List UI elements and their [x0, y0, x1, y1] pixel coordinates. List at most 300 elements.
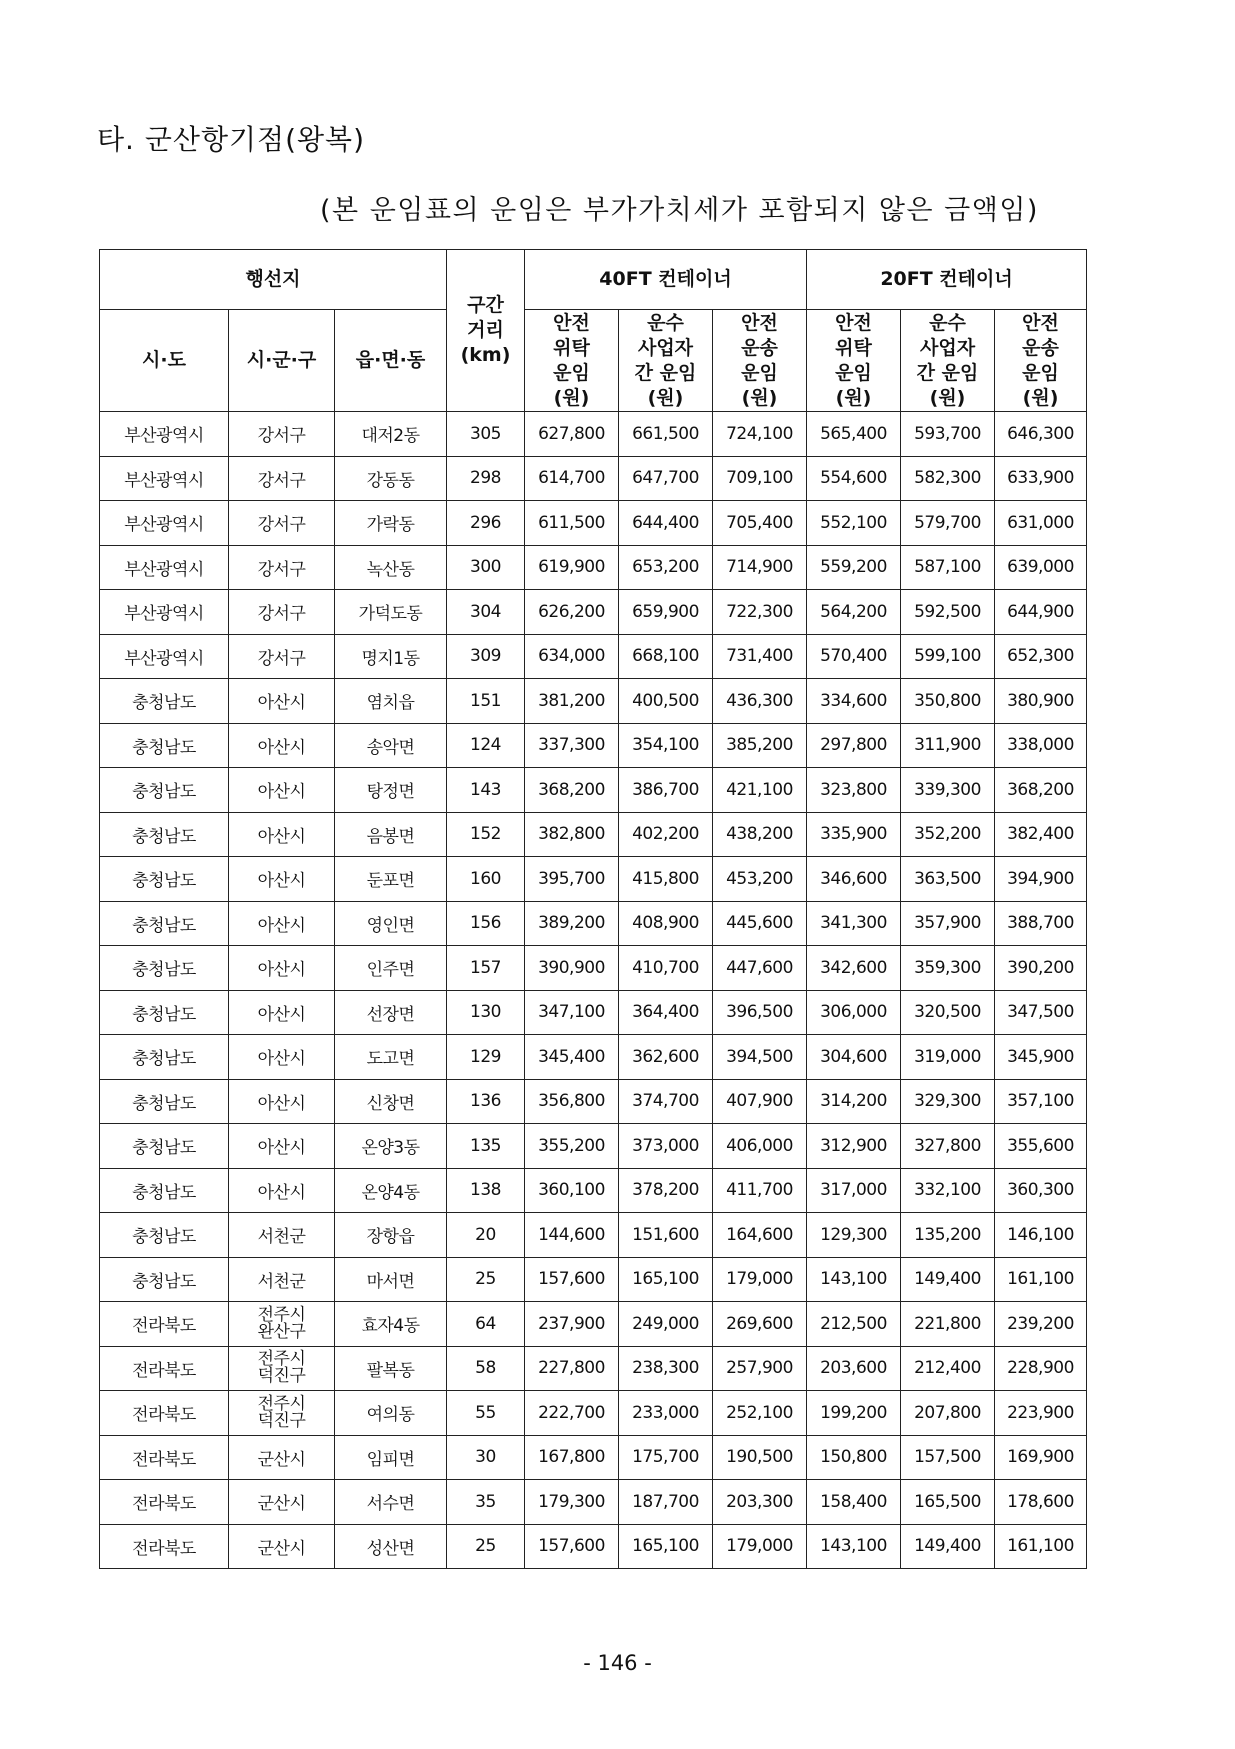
rate-40ft-safe-transport-cell: 445,600 — [713, 901, 807, 946]
distance-cell: 129 — [447, 1035, 525, 1080]
rate-20ft-safe-transport-cell: 355,600 — [995, 1124, 1087, 1169]
rate-20ft-safe-consign-cell: 203,600 — [807, 1346, 901, 1391]
rate-20ft-carrier-cell: 327,800 — [901, 1124, 995, 1169]
rate-40ft-safe-consign-cell: 395,700 — [525, 857, 619, 902]
sigungu-line: 완산구 — [257, 1321, 306, 1342]
rate-20ft-safe-consign-cell: 559,200 — [807, 545, 901, 590]
header-line: 운임 — [835, 361, 872, 384]
sido-cell: 충청남도 — [100, 1168, 229, 1213]
header-row-1 — [100, 250, 1087, 310]
rate-40ft-safe-transport-cell: 257,900 — [713, 1346, 807, 1391]
eupmyeondong-cell: 가덕도동 — [335, 590, 447, 635]
header-line: 간 운임 — [916, 361, 979, 384]
distance-cell: 130 — [447, 990, 525, 1035]
rate-20ft-carrier-cell: 320,500 — [901, 990, 995, 1035]
rate-40ft-safe-transport-cell: 421,100 — [713, 768, 807, 813]
rate-20ft-safe-transport-cell: 390,200 — [995, 946, 1087, 991]
rate-20ft-carrier-cell: 157,500 — [901, 1435, 995, 1480]
rate-20ft-safe-consign-cell: 564,200 — [807, 590, 901, 635]
rate-40ft-carrier-cell: 165,100 — [619, 1257, 713, 1302]
rate-20ft-safe-consign-cell: 342,600 — [807, 946, 901, 991]
rate-20ft-safe-consign-cell: 552,100 — [807, 501, 901, 546]
carrier-rate-header-20ft — [901, 310, 995, 412]
rate-40ft-carrier-cell: 644,400 — [619, 501, 713, 546]
rate-40ft-safe-transport-cell: 722,300 — [713, 590, 807, 635]
eupmyeondong-cell: 가락동 — [335, 501, 447, 546]
table-row — [100, 768, 1087, 813]
rate-20ft-carrier-cell: 149,400 — [901, 1257, 995, 1302]
rate-40ft-safe-transport-cell: 269,600 — [713, 1302, 807, 1347]
rate-40ft-safe-consign-cell: 157,600 — [525, 1524, 619, 1569]
header-line: 운임 — [741, 361, 778, 384]
rate-40ft-safe-consign-cell: 634,000 — [525, 634, 619, 679]
sido-cell: 충청남도 — [100, 768, 229, 813]
sido-cell: 충청남도 — [100, 946, 229, 991]
rate-20ft-safe-transport-cell: 644,900 — [995, 590, 1087, 635]
header-line: 운송 — [741, 336, 778, 359]
table-row — [100, 679, 1087, 724]
sigungu-cell: 아산시 — [229, 1035, 335, 1080]
eupmyeondong-cell: 대저2동 — [335, 412, 447, 457]
eupmyeondong-cell: 음봉면 — [335, 812, 447, 857]
header-line: 운임 — [1022, 361, 1059, 384]
distance-cell: 25 — [447, 1257, 525, 1302]
rate-20ft-safe-transport-cell: 388,700 — [995, 901, 1087, 946]
sido-cell: 전라북도 — [100, 1435, 229, 1480]
distance-cell: 25 — [447, 1524, 525, 1569]
rate-20ft-safe-consign-cell: 306,000 — [807, 990, 901, 1035]
rate-40ft-safe-transport-cell: 447,600 — [713, 946, 807, 991]
eupmyeondong-cell: 도고면 — [335, 1035, 447, 1080]
header-line: 안전 — [1022, 311, 1059, 334]
header-line: 안전 — [741, 311, 778, 334]
rate-20ft-safe-consign-cell: 341,300 — [807, 901, 901, 946]
distance-header-line: 구간 — [467, 294, 504, 316]
rate-20ft-carrier-cell: 582,300 — [901, 456, 995, 501]
rate-20ft-safe-transport-cell: 631,000 — [995, 501, 1087, 546]
table-row — [100, 634, 1087, 679]
section-title: 타. 군산항기점(왕복) — [97, 123, 366, 156]
rate-20ft-safe-transport-cell: 639,000 — [995, 545, 1087, 590]
sido-cell: 충청남도 — [100, 901, 229, 946]
distance-cell: 58 — [447, 1346, 525, 1391]
rate-40ft-safe-consign-cell: 227,800 — [525, 1346, 619, 1391]
rate-40ft-safe-transport-cell: 724,100 — [713, 412, 807, 457]
distance-cell: 135 — [447, 1124, 525, 1169]
header-line: 운수 — [647, 311, 684, 334]
eupmyeondong-cell: 여의동 — [335, 1391, 447, 1436]
sido-cell: 충청남도 — [100, 990, 229, 1035]
rate-40ft-carrier-cell: 659,900 — [619, 590, 713, 635]
sigungu-cell: 강서구 — [229, 634, 335, 679]
eupmyeondong-header: 읍·면·동 — [335, 310, 447, 412]
sigungu-cell: 아산시 — [229, 857, 335, 902]
rate-40ft-safe-transport-cell: 731,400 — [713, 634, 807, 679]
page-number: - 146 - — [583, 1651, 652, 1675]
rate-40ft-safe-consign-cell: 337,300 — [525, 723, 619, 768]
eupmyeondong-cell: 영인면 — [335, 901, 447, 946]
rate-20ft-safe-consign-cell: 297,800 — [807, 723, 901, 768]
sigungu-cell: 군산시 — [229, 1480, 335, 1525]
sigungu-cell: 강서구 — [229, 412, 335, 457]
distance-cell: 296 — [447, 501, 525, 546]
rate-20ft-carrier-cell: 221,800 — [901, 1302, 995, 1347]
header-line: 운임 — [553, 361, 590, 384]
header-line: 간 운임 — [634, 361, 697, 384]
rate-40ft-carrier-cell: 175,700 — [619, 1435, 713, 1480]
sigungu-cell: 아산시 — [229, 723, 335, 768]
rate-40ft-carrier-cell: 378,200 — [619, 1168, 713, 1213]
sigungu-line: 전주시 — [257, 1349, 306, 1370]
rate-20ft-safe-consign-cell: 346,600 — [807, 857, 901, 902]
rate-40ft-carrier-cell: 373,000 — [619, 1124, 713, 1169]
sigungu-cell: 아산시 — [229, 812, 335, 857]
sido-cell: 충청남도 — [100, 812, 229, 857]
rate-20ft-safe-transport-cell: 169,900 — [995, 1435, 1087, 1480]
sido-cell: 부산광역시 — [100, 634, 229, 679]
rate-40ft-safe-transport-cell: 438,200 — [713, 812, 807, 857]
rate-40ft-carrier-cell: 647,700 — [619, 456, 713, 501]
eupmyeondong-cell: 온양3동 — [335, 1124, 447, 1169]
sigungu-cell — [229, 1302, 335, 1347]
sigungu-cell: 강서구 — [229, 545, 335, 590]
eupmyeondong-cell: 둔포면 — [335, 857, 447, 902]
rate-40ft-safe-transport-cell: 709,100 — [713, 456, 807, 501]
sigungu-cell: 아산시 — [229, 1079, 335, 1124]
header-line: 위탁 — [835, 336, 872, 359]
vat-note: (본 운임표의 운임은 부가가치세가 포함되지 않은 금액임) — [320, 195, 1039, 226]
sido-cell: 부산광역시 — [100, 590, 229, 635]
distance-cell: 124 — [447, 723, 525, 768]
rate-40ft-safe-consign-cell: 626,200 — [525, 590, 619, 635]
rate-40ft-safe-transport-cell: 164,600 — [713, 1213, 807, 1258]
rate-40ft-safe-transport-cell: 190,500 — [713, 1435, 807, 1480]
rate-40ft-carrier-cell: 661,500 — [619, 412, 713, 457]
distance-header-line: (km) — [460, 344, 511, 366]
rate-20ft-safe-transport-cell: 146,100 — [995, 1213, 1087, 1258]
rate-20ft-carrier-cell: 149,400 — [901, 1524, 995, 1569]
distance-header-line: 거리 — [467, 319, 504, 341]
eupmyeondong-cell: 염치읍 — [335, 679, 447, 724]
header-row-2 — [100, 310, 1087, 412]
sido-cell: 충청남도 — [100, 1035, 229, 1080]
rate-40ft-carrier-cell: 249,000 — [619, 1302, 713, 1347]
rate-40ft-safe-consign-cell: 614,700 — [525, 456, 619, 501]
rate-20ft-carrier-cell: 352,200 — [901, 812, 995, 857]
rate-40ft-safe-transport-cell: 252,100 — [713, 1391, 807, 1436]
distance-cell: 136 — [447, 1079, 525, 1124]
eupmyeondong-cell: 팔복동 — [335, 1346, 447, 1391]
rate-40ft-carrier-cell: 415,800 — [619, 857, 713, 902]
rate-40ft-safe-transport-cell: 436,300 — [713, 679, 807, 724]
sido-cell: 전라북도 — [100, 1346, 229, 1391]
table-row — [100, 1346, 1087, 1391]
rate-20ft-safe-transport-cell: 345,900 — [995, 1035, 1087, 1080]
rate-20ft-safe-consign-cell: 314,200 — [807, 1079, 901, 1124]
safe-transport-rate-header-40ft — [713, 310, 807, 412]
table-row — [100, 1124, 1087, 1169]
rate-40ft-carrier-cell: 402,200 — [619, 812, 713, 857]
sigungu-cell — [229, 1391, 335, 1436]
header-line: 위탁 — [553, 336, 590, 359]
table-row — [100, 1480, 1087, 1525]
table-row — [100, 901, 1087, 946]
rate-40ft-carrier-cell: 668,100 — [619, 634, 713, 679]
rate-40ft-carrier-cell: 165,100 — [619, 1524, 713, 1569]
rate-20ft-safe-consign-cell: 158,400 — [807, 1480, 901, 1525]
table-row — [100, 1213, 1087, 1258]
rate-40ft-safe-consign-cell: 144,600 — [525, 1213, 619, 1258]
rate-40ft-carrier-cell: 187,700 — [619, 1480, 713, 1525]
header-line: 운수 — [929, 311, 966, 334]
rate-20ft-safe-consign-cell: 143,100 — [807, 1524, 901, 1569]
rate-40ft-safe-consign-cell: 356,800 — [525, 1079, 619, 1124]
rate-40ft-safe-transport-cell: 203,300 — [713, 1480, 807, 1525]
rate-40ft-safe-transport-cell: 705,400 — [713, 501, 807, 546]
rate-40ft-safe-consign-cell: 619,900 — [525, 545, 619, 590]
sigungu-cell: 강서구 — [229, 456, 335, 501]
sigungu-cell: 아산시 — [229, 901, 335, 946]
rate-40ft-safe-transport-cell: 179,000 — [713, 1524, 807, 1569]
sido-cell: 부산광역시 — [100, 412, 229, 457]
rate-20ft-safe-consign-cell: 150,800 — [807, 1435, 901, 1480]
eupmyeondong-cell: 온양4동 — [335, 1168, 447, 1213]
eupmyeondong-cell: 명지1동 — [335, 634, 447, 679]
rate-40ft-carrier-cell: 362,600 — [619, 1035, 713, 1080]
rate-20ft-safe-transport-cell: 347,500 — [995, 990, 1087, 1035]
distance-cell: 304 — [447, 590, 525, 635]
rate-40ft-safe-transport-cell: 406,000 — [713, 1124, 807, 1169]
table-row — [100, 1079, 1087, 1124]
container-40ft-header: 40FT 컨테이너 — [525, 250, 807, 310]
rate-20ft-carrier-cell: 311,900 — [901, 723, 995, 768]
rate-20ft-safe-consign-cell: 335,900 — [807, 812, 901, 857]
distance-cell: 138 — [447, 1168, 525, 1213]
rate-20ft-carrier-cell: 329,300 — [901, 1079, 995, 1124]
rate-20ft-safe-consign-cell: 554,600 — [807, 456, 901, 501]
table-row — [100, 1302, 1087, 1347]
header-line: 사업자 — [637, 336, 694, 359]
rate-40ft-safe-consign-cell: 157,600 — [525, 1257, 619, 1302]
carrier-rate-header-40ft — [619, 310, 713, 412]
rate-40ft-safe-transport-cell: 385,200 — [713, 723, 807, 768]
sigungu-cell: 아산시 — [229, 946, 335, 991]
rate-20ft-safe-transport-cell: 368,200 — [995, 768, 1087, 813]
table-row — [100, 545, 1087, 590]
sigungu-cell: 아산시 — [229, 679, 335, 724]
rate-20ft-carrier-cell: 592,500 — [901, 590, 995, 635]
table-row — [100, 456, 1087, 501]
header-line: (원) — [835, 386, 872, 409]
rate-40ft-safe-consign-cell: 611,500 — [525, 501, 619, 546]
table-row — [100, 1257, 1087, 1302]
header-line: (원) — [741, 386, 778, 409]
rate-20ft-safe-transport-cell: 178,600 — [995, 1480, 1087, 1525]
table-row — [100, 723, 1087, 768]
freight-rate-table — [99, 249, 1087, 1569]
eupmyeondong-cell: 탕정면 — [335, 768, 447, 813]
rate-40ft-safe-consign-cell: 382,800 — [525, 812, 619, 857]
distance-cell: 64 — [447, 1302, 525, 1347]
rate-20ft-carrier-cell: 599,100 — [901, 634, 995, 679]
sido-cell: 충청남도 — [100, 1213, 229, 1258]
eupmyeondong-cell: 신창면 — [335, 1079, 447, 1124]
rate-40ft-safe-transport-cell: 396,500 — [713, 990, 807, 1035]
rate-20ft-safe-consign-cell: 317,000 — [807, 1168, 901, 1213]
table-row — [100, 1391, 1087, 1436]
rate-20ft-safe-transport-cell: 380,900 — [995, 679, 1087, 724]
rate-20ft-safe-transport-cell: 357,100 — [995, 1079, 1087, 1124]
rate-20ft-safe-transport-cell: 646,300 — [995, 412, 1087, 457]
rate-20ft-safe-transport-cell: 652,300 — [995, 634, 1087, 679]
rate-20ft-carrier-cell: 339,300 — [901, 768, 995, 813]
distance-header — [447, 250, 525, 412]
eupmyeondong-cell: 장항읍 — [335, 1213, 447, 1258]
rate-20ft-safe-consign-cell: 570,400 — [807, 634, 901, 679]
table-row — [100, 946, 1087, 991]
rate-40ft-carrier-cell: 653,200 — [619, 545, 713, 590]
distance-cell: 151 — [447, 679, 525, 724]
rate-40ft-carrier-cell: 233,000 — [619, 1391, 713, 1436]
header-line: 안전 — [553, 311, 590, 334]
header-line: 안전 — [835, 311, 872, 334]
rate-40ft-safe-transport-cell: 714,900 — [713, 545, 807, 590]
eupmyeondong-cell: 강동동 — [335, 456, 447, 501]
rate-40ft-safe-transport-cell: 394,500 — [713, 1035, 807, 1080]
rate-20ft-carrier-cell: 359,300 — [901, 946, 995, 991]
rate-20ft-safe-transport-cell: 338,000 — [995, 723, 1087, 768]
rate-40ft-safe-consign-cell: 347,100 — [525, 990, 619, 1035]
sido-cell: 전라북도 — [100, 1524, 229, 1569]
sigungu-cell — [229, 1346, 335, 1391]
rate-20ft-safe-transport-cell: 360,300 — [995, 1168, 1087, 1213]
distance-cell: 305 — [447, 412, 525, 457]
sido-cell: 충청남도 — [100, 1124, 229, 1169]
eupmyeondong-cell: 인주면 — [335, 946, 447, 991]
sido-cell: 전라북도 — [100, 1391, 229, 1436]
rate-20ft-safe-consign-cell: 129,300 — [807, 1213, 901, 1258]
sigungu-line: 덕진구 — [257, 1366, 306, 1387]
distance-cell: 160 — [447, 857, 525, 902]
rate-20ft-safe-consign-cell: 212,500 — [807, 1302, 901, 1347]
sigungu-line: 전주시 — [257, 1393, 306, 1414]
rate-40ft-safe-transport-cell: 453,200 — [713, 857, 807, 902]
safe-consign-rate-header-40ft — [525, 310, 619, 412]
rate-20ft-safe-transport-cell: 394,900 — [995, 857, 1087, 902]
rate-20ft-carrier-cell: 593,700 — [901, 412, 995, 457]
sigungu-cell: 서천군 — [229, 1213, 335, 1258]
distance-cell: 152 — [447, 812, 525, 857]
rate-40ft-carrier-cell: 354,100 — [619, 723, 713, 768]
rate-40ft-safe-transport-cell: 411,700 — [713, 1168, 807, 1213]
rate-40ft-carrier-cell: 151,600 — [619, 1213, 713, 1258]
sido-cell: 부산광역시 — [100, 545, 229, 590]
safe-consign-rate-header-20ft — [807, 310, 901, 412]
rate-20ft-carrier-cell: 207,800 — [901, 1391, 995, 1436]
distance-cell: 298 — [447, 456, 525, 501]
header-line: (원) — [647, 386, 684, 409]
sigungu-line: 덕진구 — [257, 1410, 306, 1431]
eupmyeondong-cell: 임피면 — [335, 1435, 447, 1480]
sido-cell: 충청남도 — [100, 857, 229, 902]
rate-20ft-carrier-cell: 350,800 — [901, 679, 995, 724]
distance-cell: 30 — [447, 1435, 525, 1480]
rate-40ft-safe-transport-cell: 179,000 — [713, 1257, 807, 1302]
table-row — [100, 412, 1087, 457]
rate-40ft-safe-consign-cell: 360,100 — [525, 1168, 619, 1213]
header-line: (원) — [929, 386, 966, 409]
table-row — [100, 1168, 1087, 1213]
distance-cell: 309 — [447, 634, 525, 679]
distance-cell: 157 — [447, 946, 525, 991]
rate-40ft-carrier-cell: 386,700 — [619, 768, 713, 813]
distance-cell: 35 — [447, 1480, 525, 1525]
rate-20ft-safe-consign-cell: 323,800 — [807, 768, 901, 813]
rate-table-body — [100, 412, 1087, 1569]
rate-40ft-safe-transport-cell: 407,900 — [713, 1079, 807, 1124]
eupmyeondong-cell: 마서면 — [335, 1257, 447, 1302]
table-row — [100, 990, 1087, 1035]
rate-40ft-safe-consign-cell: 222,700 — [525, 1391, 619, 1436]
sido-header: 시·도 — [100, 310, 229, 412]
eupmyeondong-cell: 서수면 — [335, 1480, 447, 1525]
rate-40ft-safe-consign-cell: 179,300 — [525, 1480, 619, 1525]
rate-40ft-carrier-cell: 408,900 — [619, 901, 713, 946]
table-row — [100, 1524, 1087, 1569]
eupmyeondong-cell: 성산면 — [335, 1524, 447, 1569]
rate-40ft-safe-consign-cell: 355,200 — [525, 1124, 619, 1169]
sigungu-cell: 아산시 — [229, 768, 335, 813]
eupmyeondong-cell: 녹산동 — [335, 545, 447, 590]
rate-20ft-carrier-cell: 212,400 — [901, 1346, 995, 1391]
safe-transport-rate-header-20ft — [995, 310, 1087, 412]
rate-40ft-carrier-cell: 374,700 — [619, 1079, 713, 1124]
header-line: 사업자 — [919, 336, 976, 359]
eupmyeondong-cell: 송악면 — [335, 723, 447, 768]
rate-20ft-safe-consign-cell: 304,600 — [807, 1035, 901, 1080]
rate-20ft-carrier-cell: 357,900 — [901, 901, 995, 946]
rate-20ft-safe-consign-cell: 312,900 — [807, 1124, 901, 1169]
sido-cell: 전라북도 — [100, 1480, 229, 1525]
rate-20ft-carrier-cell: 363,500 — [901, 857, 995, 902]
sigungu-cell: 강서구 — [229, 501, 335, 546]
sido-cell: 충청남도 — [100, 1257, 229, 1302]
sigungu-cell: 아산시 — [229, 990, 335, 1035]
sigungu-cell: 강서구 — [229, 590, 335, 635]
header-line: (원) — [553, 386, 590, 409]
table-row — [100, 1435, 1087, 1480]
rate-40ft-safe-consign-cell: 390,900 — [525, 946, 619, 991]
sido-cell: 부산광역시 — [100, 456, 229, 501]
distance-cell: 156 — [447, 901, 525, 946]
eupmyeondong-cell: 선장면 — [335, 990, 447, 1035]
sigungu-header: 시·군·구 — [229, 310, 335, 412]
table-row — [100, 812, 1087, 857]
rate-20ft-safe-transport-cell: 161,100 — [995, 1257, 1087, 1302]
sido-cell: 충청남도 — [100, 679, 229, 724]
rate-40ft-carrier-cell: 238,300 — [619, 1346, 713, 1391]
rate-20ft-carrier-cell: 165,500 — [901, 1480, 995, 1525]
rate-40ft-safe-consign-cell: 627,800 — [525, 412, 619, 457]
rate-20ft-safe-transport-cell: 161,100 — [995, 1524, 1087, 1569]
rate-20ft-safe-transport-cell: 382,400 — [995, 812, 1087, 857]
rate-20ft-carrier-cell: 319,000 — [901, 1035, 995, 1080]
header-line: (원) — [1022, 386, 1059, 409]
distance-cell: 143 — [447, 768, 525, 813]
rate-20ft-safe-consign-cell: 143,100 — [807, 1257, 901, 1302]
rate-20ft-safe-transport-cell: 239,200 — [995, 1302, 1087, 1347]
rate-20ft-carrier-cell: 579,700 — [901, 501, 995, 546]
